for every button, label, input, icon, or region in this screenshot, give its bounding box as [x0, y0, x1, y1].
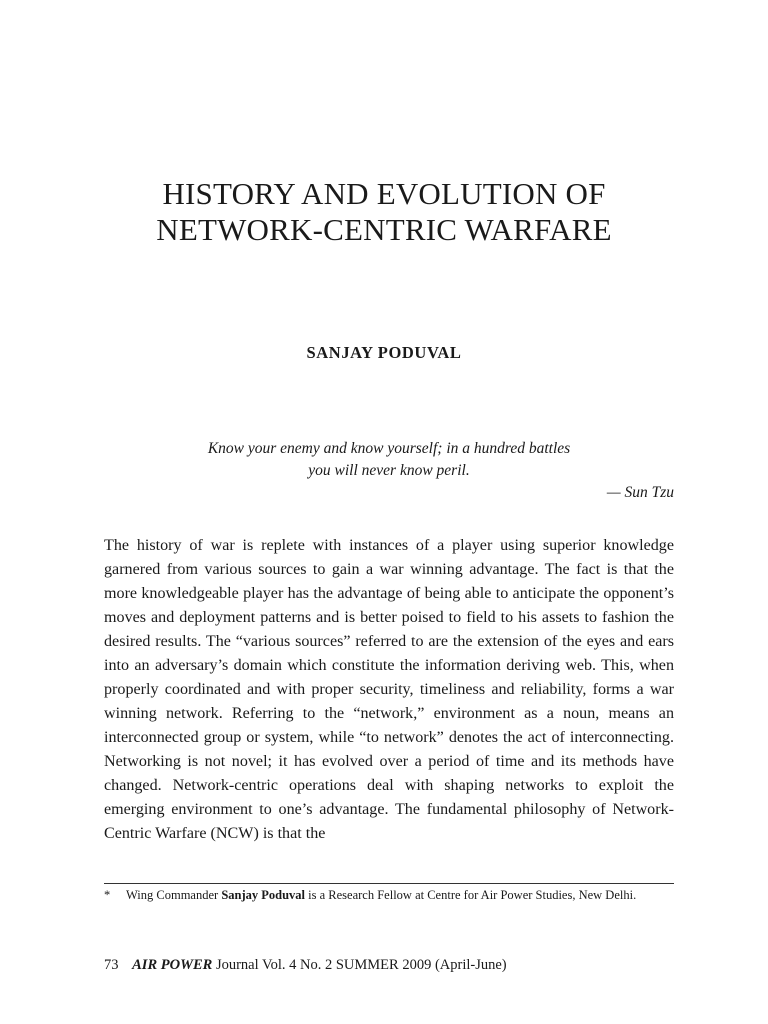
epigraph: [104, 438, 674, 504]
footnote-text: [104, 887, 674, 903]
author-name: SANJAY PODUVAL: [306, 343, 462, 362]
footnote-marker: *: [104, 888, 111, 902]
epigraph-line-2: you will never know peril.: [308, 462, 470, 479]
title-line-1: HISTORY AND EVOLUTION OF: [162, 176, 606, 211]
journal-name: AIR POWER: [132, 957, 213, 973]
journal-issue: Journal Vol. 4 No. 2 SUMMER 2009 (April-June): [212, 957, 507, 973]
running-footer: [104, 957, 507, 974]
footnote-prefix: Wing Commander: [126, 888, 222, 902]
epigraph-attribution: — Sun Tzu: [606, 484, 674, 501]
article-title: [0, 176, 768, 248]
footnote-divider: [104, 883, 674, 884]
footnote-author-name: Sanjay Poduval: [221, 888, 306, 902]
page-number: 73: [104, 957, 119, 973]
epigraph-line-1: Know your enemy and know yourself; in a hundred battles: [207, 440, 571, 457]
footnote-suffix: is a Research Fellow at Centre for Air Power Studies, New Delhi.: [305, 888, 637, 902]
author-footnote: [104, 887, 674, 903]
title-line-2: NETWORK-CENTRIC WARFARE: [156, 212, 612, 247]
body-paragraph: The history of war is replete with instances of a player using superior knowledge garnered from various sources to gain a war winning advantage. The fact is that the more knowledgeable player has the advantage of being able to anticipate the opponent’s moves and deployment patterns and is better poised to field to his assets to fashion the desired results. The “various sources” referred to are the extension of the eyes and ears into an adversary’s domain which constitute the information deriving web. This, when properly coordinated and with proper security, timeliness and reliability, forms a war winning network. Referring to the “network,” environment as a noun, means an interconnected group or system, while “to network” denotes the act of interconnecting. Networking is not novel; it has evolved over a period of time and its methods have changed. Network-centric operations deal with shaping networks to exploit the emerging environment to one’s advantage. The fundamental philosophy of Network-Centric Warfare (NCW) is that the: [104, 537, 674, 842]
